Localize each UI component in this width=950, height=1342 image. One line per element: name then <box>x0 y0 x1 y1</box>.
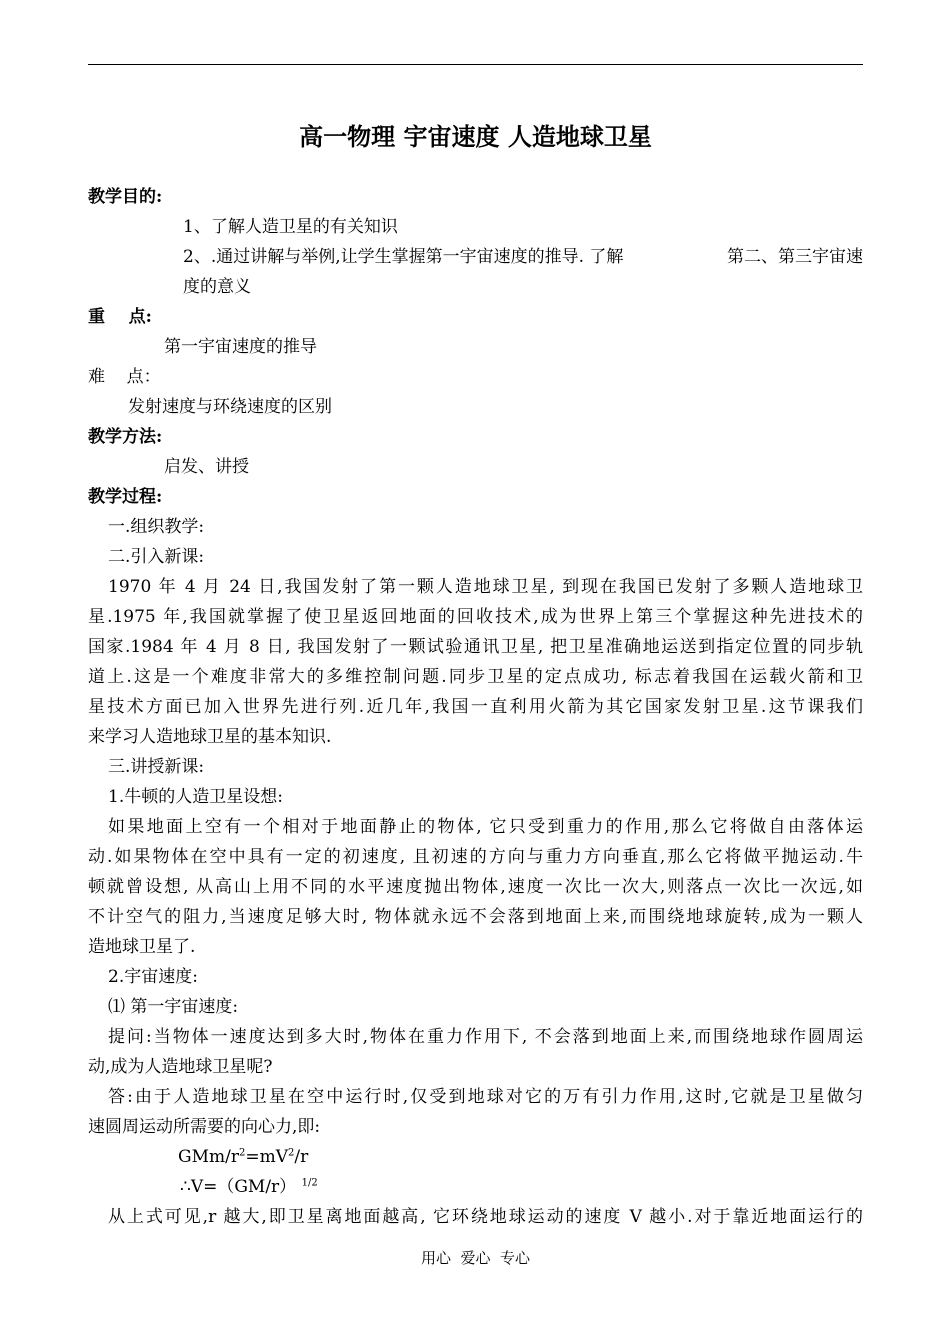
formula-part: GMm/r <box>178 1147 239 1167</box>
paragraph-line: 提问:当物体一速度达到多大时,物体在重力作用下, 不会落到地面上来,而围绕地球作圆周运 <box>108 1027 863 1047</box>
paragraph-line: 来学习人造地球卫星的基本知识. <box>88 727 332 747</box>
formula-velocity <box>88 1172 863 1202</box>
paragraph-line: 答:由于人造地球卫星在空中运行时,仅受到地球对它的万有引力作用,这时,它就是卫星做匀 <box>108 1087 863 1107</box>
paragraph-line: 星.1975 年,我国就掌握了使卫星返回地面的回收技术,成为世界上第三个掌握这种先进技术的 <box>88 607 863 627</box>
intro-paragraph <box>88 572 863 752</box>
paragraph-line: 道上.这是一个难度非常大的多维控制问题.同步卫星的定点成功, 标志着我国在运载火箭和卫 <box>88 667 863 687</box>
key-points-text: 第一宇宙速度的推导 <box>164 337 317 357</box>
process-step-2: 二.引入新课: <box>108 547 205 567</box>
objectives-heading: 教学目的: <box>88 187 163 207</box>
formula-exponent: 2 <box>288 1147 295 1159</box>
formula-part: ∴V=（GM/r） <box>180 1177 297 1197</box>
first-cosmic-velocity-heading: ⑴ 第一宇宙速度: <box>108 997 239 1017</box>
objective-item-1: 1、了解人造卫星的有关知识 <box>183 217 398 237</box>
objective-item-2-part-b: 第二、第三宇宙速 <box>727 247 863 267</box>
difficulties-text: 发射速度与环绕速度的区别 <box>128 397 332 417</box>
formula-part: /r <box>294 1147 309 1167</box>
key-points-heading: 重 点: <box>88 307 152 327</box>
question-paragraph <box>88 1022 863 1082</box>
paragraph-line: 国家.1984 年 4 月 8 日, 我国发射了一颗试验通讯卫星, 把卫星准确地运送到指定位置的同步轨 <box>88 637 863 657</box>
formula-part: =mV <box>245 1147 288 1167</box>
formula-exponent: 2 <box>238 1147 246 1159</box>
paragraph-line: 造地球卫星了. <box>88 937 196 957</box>
header-rule <box>88 64 863 65</box>
paragraph-line: 1970 年 4 月 24 日,我国发射了第一颗人造地球卫星, 到现在我国已发射了多颗人造地球卫 <box>108 577 863 597</box>
method-text: 启发、讲授 <box>164 457 249 477</box>
conclusion-paragraph <box>88 1202 863 1232</box>
objective-item-2-part-a: 2、.通过讲解与举例,让学生掌握第一宇宙速度的推导. 了解 <box>183 247 624 267</box>
document-body <box>88 182 863 1232</box>
paragraph-line: 不计空气的阻力,当速度足够大时, 物体就永远不会落到地面上来,而围绕地球旋转,成为一颗人 <box>88 907 863 927</box>
cosmic-velocity-heading: 2.宇宙速度: <box>108 967 198 987</box>
method-heading: 教学方法: <box>88 427 163 447</box>
answer-paragraph <box>88 1082 863 1142</box>
paragraph-line: 如果地面上空有一个相对于地面静止的物体, 它只受到重力的作用,那么它将做自由落体运 <box>108 817 863 837</box>
formula-gravity <box>88 1142 863 1172</box>
process-step-3: 三.讲授新课: <box>108 757 205 777</box>
paragraph-line: 速圆周运动所需要的向心力,即: <box>88 1117 321 1137</box>
process-heading: 教学过程: <box>88 487 163 507</box>
objective-item-2-continuation: 度的意义 <box>183 277 251 297</box>
page-title: 高一物理 宇宙速度 人造地球卫星 <box>299 122 652 151</box>
paragraph-line: 从上式可见,r 越大,即卫星离地面越高, 它环绕地球运动的速度 V 越小.对于靠近地面运行的 <box>108 1207 863 1227</box>
newton-heading: 1.牛顿的人造卫星设想: <box>108 787 283 807</box>
objective-item-2 <box>88 242 863 272</box>
newton-paragraph <box>88 812 863 962</box>
page-footer: 用心 爱心 专心 <box>420 1249 531 1267</box>
paragraph-line: 顿就曾设想, 从高山上用不同的水平速度抛出物体,速度一次比一次大,则落点一次比一次远,如 <box>88 877 863 897</box>
paragraph-line: 动,成为人造地球卫星呢? <box>88 1057 273 1077</box>
paragraph-line: 星技术方面已加入世界先进行列.近几年,我国一直利用火箭为其它国家发射卫星.这节课我们 <box>88 697 863 717</box>
paragraph-line: 动.如果物体在空中具有一定的初速度, 且初速的方向与重力方向垂直,那么它将做平抛运动.牛 <box>88 847 863 867</box>
difficulties-heading: 难 点： <box>88 367 161 387</box>
formula-exponent: 1/2 <box>301 1177 318 1189</box>
process-step-1: 一.组织教学: <box>108 517 205 537</box>
